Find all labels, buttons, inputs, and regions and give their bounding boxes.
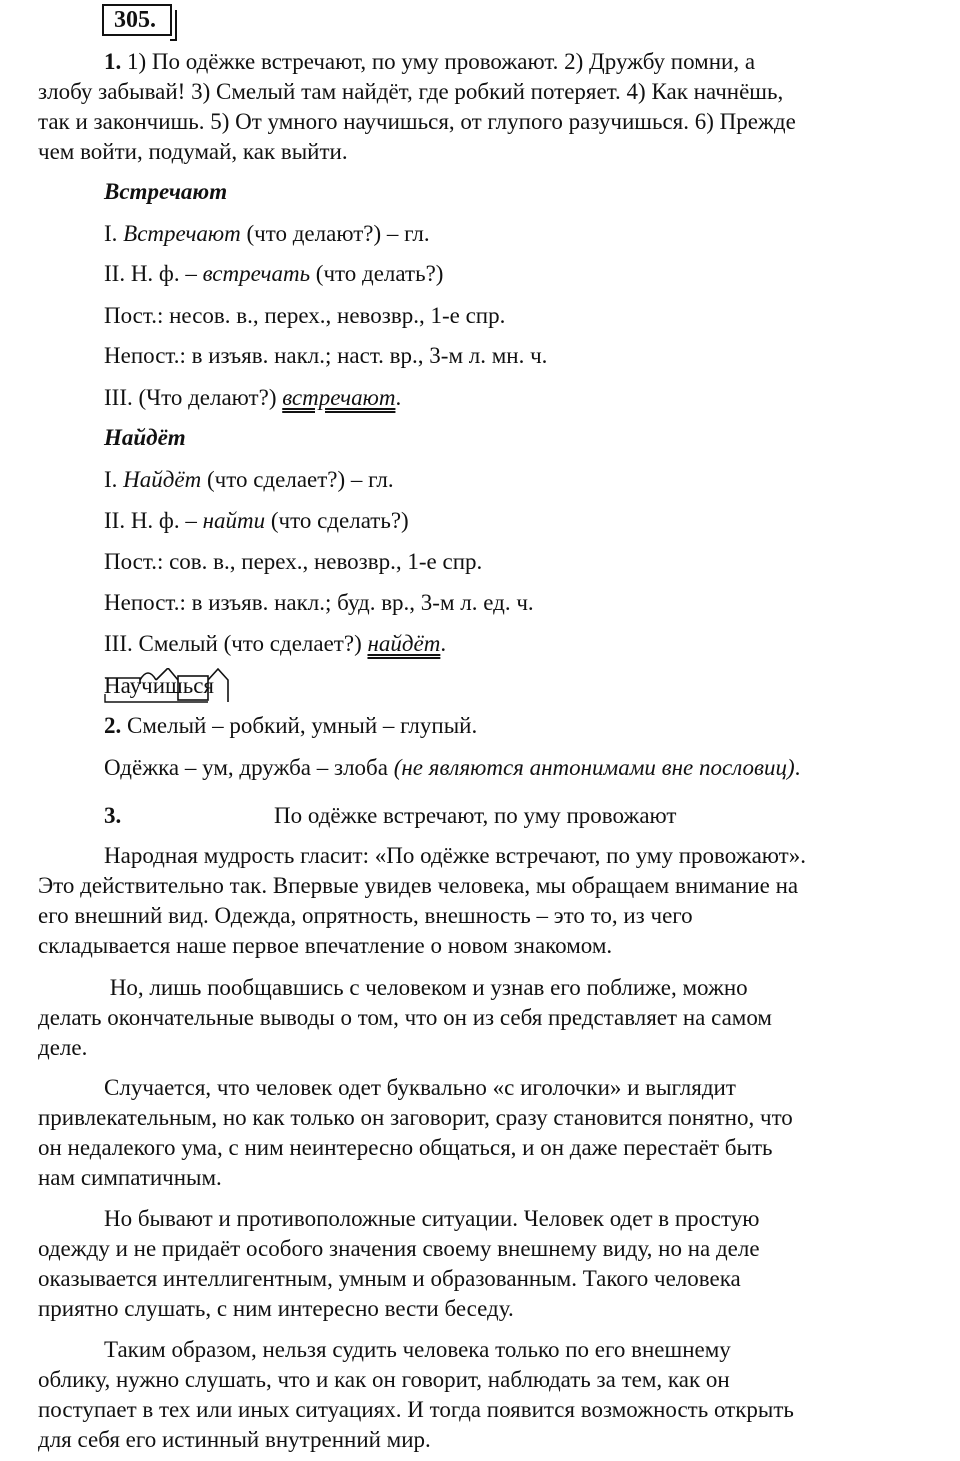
- task2-line-1: [104, 712, 477, 740]
- morpheme-word: Научишься: [104, 673, 215, 698]
- task2-l2-post: .: [794, 755, 801, 780]
- parse1-l2-post: (что делать?): [310, 261, 444, 286]
- task1-text-1: 1) По одёжке встречают, по уму провожают. 2) Дружбу помни, а: [127, 49, 756, 74]
- task2-label: 2.: [104, 713, 122, 738]
- essay-p1-line-1: Народная мудрость гласит: «По одёжке встречают, по уму провожают».: [104, 843, 806, 868]
- task1-line-2: злобу забывай! 3) Смелый там найдёт, где робкий потеряет. 4) Как начнёшь,: [38, 79, 784, 104]
- exercise-number: 305.: [102, 4, 172, 36]
- parse2-line-1: [104, 466, 394, 494]
- parse2-l1-pre: I.: [104, 467, 124, 492]
- parse2-l2-pre: II. Н. ф. –: [104, 508, 203, 533]
- essay-p3-line-3: он недалекого ума, с ним неинтересно общаться, и он даже перестаёт быть: [38, 1135, 773, 1160]
- essay-p1-line-3: его внешний вид. Одежда, опрятность, внешность – это то, из чего: [38, 903, 693, 928]
- parse1-l5-post: .: [395, 385, 402, 410]
- parse1-predicate: встречают: [282, 385, 396, 410]
- parse1-l5-pre: III. (Что делают?): [104, 385, 283, 410]
- essay-p5-line-2: облику, нужно слушать, что и как он говорит, наблюдать за тем, как он: [38, 1367, 730, 1392]
- parse2-l2-post: (что сделать?): [265, 508, 409, 533]
- parse1-l2-pre: II. Н. ф. –: [104, 261, 203, 286]
- essay-p4-line-4: приятно слушать, с ним интересно вести беседу.: [38, 1296, 514, 1321]
- essay-p2-line-3: деле.: [38, 1035, 88, 1060]
- parse2-line-4: Непост.: в изъяв. накл.; буд. вр., 3-м л. ед. ч.: [104, 590, 534, 615]
- parse2-line-3: Пост.: сов. в., перех., невозвр., 1-е спр.: [104, 549, 483, 574]
- task2-l2-note: (не являются антонимами вне пословиц): [393, 755, 795, 780]
- task1-line-4: чем войти, подумай, как выйти.: [38, 139, 348, 164]
- essay-p5-line-1: Таким образом, нельзя судить человека только по его внешнему: [104, 1337, 731, 1362]
- parse1-line-3: Пост.: несов. в., перех., невозвр., 1-е спр.: [104, 303, 506, 328]
- task1-line-1: [104, 48, 755, 76]
- parse2-predicate: найдёт: [367, 631, 441, 656]
- essay-title: По одёжке встречают, по уму провожают: [274, 803, 677, 828]
- task2-text-1: Смелый – робкий, умный – глупый.: [127, 713, 478, 738]
- task2-l2-pre: Одёжка – ум, дружба – злоба: [104, 755, 394, 780]
- parse2-l5-post: .: [440, 631, 447, 656]
- essay-p1-line-2: Это действительно так. Впервые увидев человека, мы обращаем внимание на: [38, 873, 799, 898]
- task3-label: 3.: [104, 803, 122, 828]
- essay-p4-line-3: оказывается интеллигентным, умным и образованным. Такого человека: [38, 1266, 741, 1291]
- parse1-l1-pre: I.: [104, 221, 124, 246]
- task2-line-2: [104, 754, 800, 782]
- task1-label: 1.: [104, 49, 122, 74]
- parse2-line-2: [104, 507, 409, 535]
- essay-p2-line-1: Но, лишь пообщавшись с человеком и узнав его поближе, можно: [104, 975, 748, 1000]
- parse1-l1-post: (что делают?) – гл.: [240, 221, 430, 246]
- parse1-line-4: Непост.: в изъяв. накл.; наст. вр., 3-м л. мн. ч.: [104, 343, 548, 368]
- parse1-line-5: [104, 384, 401, 412]
- parse1-l1-word: Встречают: [123, 221, 241, 246]
- parse1-l2-word: встречать: [202, 261, 311, 286]
- essay-p4-line-1: Но бывают и противоположные ситуации. Человек одет в простую: [104, 1206, 760, 1231]
- essay-p3-line-4: нам симпатичным.: [38, 1165, 222, 1190]
- task1-line-3: так и закончишь. 5) От умного научишься, от глупого разучишься. 6) Прежде: [38, 109, 796, 134]
- essay-p3-line-2: привлекательным, но как только он заговорит, сразу становится понятно, что: [38, 1105, 793, 1130]
- parse2-line-5: [104, 630, 446, 658]
- essay-p3-line-1: Случается, что человек одет буквально «с иголочки» и выглядит: [104, 1075, 736, 1100]
- parse1-line-1: [104, 220, 430, 248]
- parse1-heading: Встречают: [104, 179, 228, 204]
- essay-p5-line-3: поступает в тех или иных ситуациях. И тогда появится возможность открыть: [38, 1397, 794, 1422]
- essay-p5-line-4: для себя его истинный внутренний мир.: [38, 1427, 431, 1452]
- parse2-l2-word: найти: [202, 508, 266, 533]
- parse2-heading: Найдёт: [104, 425, 186, 450]
- morpheme-analysis: [104, 668, 234, 704]
- parse2-l1-post: (что сделает?) – гл.: [201, 467, 394, 492]
- parse2-l1-word: Найдёт: [123, 467, 202, 492]
- essay-p4-line-2: одежду и не придаёт особого значения своему внешнему виду, но на деле: [38, 1236, 760, 1261]
- essay-p2-line-2: делать окончательные выводы о том, что он из себя представляет на самом: [38, 1005, 772, 1030]
- parse2-l5-pre: III. Смелый (что сделает?): [104, 631, 368, 656]
- essay-p1-line-4: складывается наше первое впечатление о новом знакомом.: [38, 933, 613, 958]
- parse1-line-2: [104, 260, 443, 288]
